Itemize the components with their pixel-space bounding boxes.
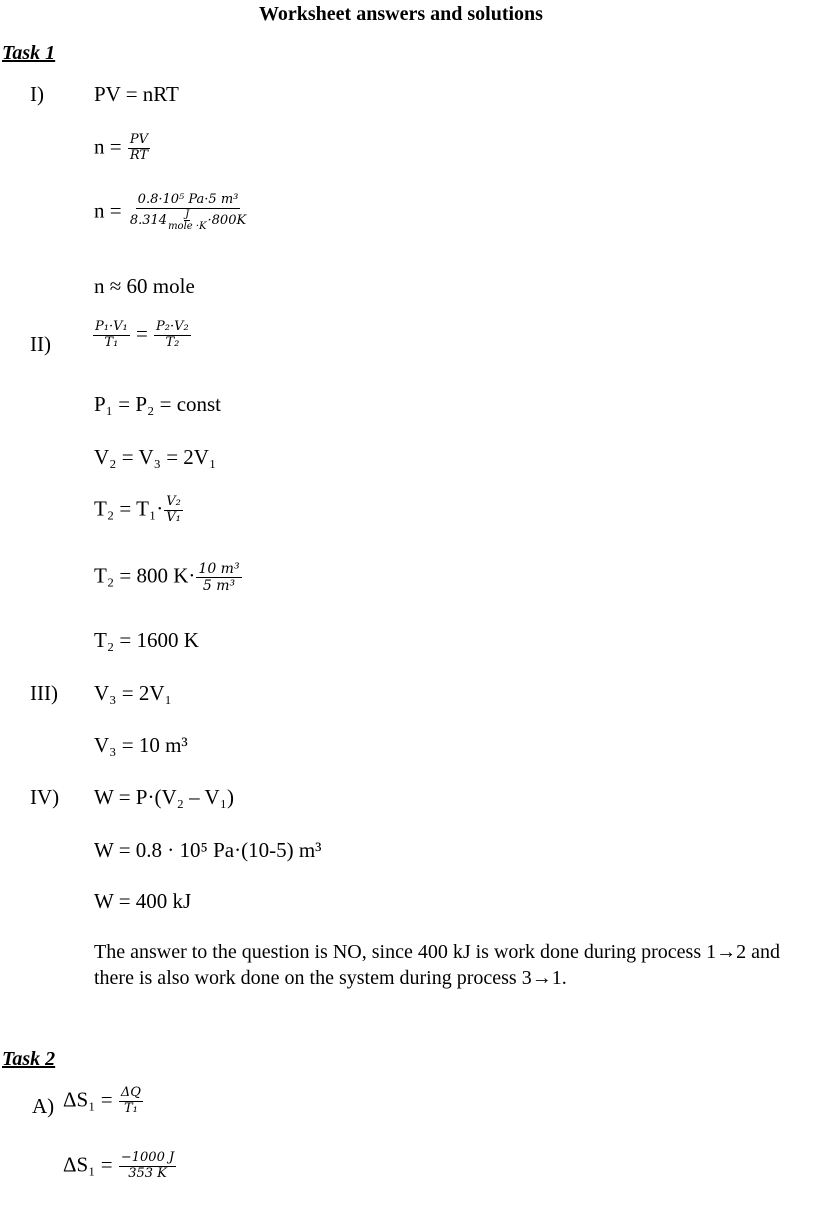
fraction-denominator: T₁ <box>104 334 119 350</box>
work-substitution: W = 0.8 · 10⁵ Pa·(10-5) m³ <box>94 838 322 862</box>
n-formula <box>94 133 151 164</box>
entropy-substitution <box>63 1151 177 1182</box>
page-title: Worksheet answers and solutions <box>259 3 543 25</box>
part1-label: I) <box>30 82 44 106</box>
denominator-temperature: ·800K <box>207 212 247 228</box>
n-substitution <box>94 193 249 232</box>
t2-formula <box>94 495 184 526</box>
fraction-numerator: P₂·V₂ <box>156 319 189 334</box>
n-result: n ≈ 60 mole <box>94 274 195 298</box>
t2-substitution <box>94 561 243 594</box>
t2-formula-lhs: T₂ = T₁· <box>94 496 164 521</box>
task1-answer-paragraph: The answer to the question is NO, since 400 kJ is work done during process 1→2 and there is also work done on the system during process 3→1. <box>94 941 780 989</box>
fraction-numerator: ΔQ <box>120 1085 141 1100</box>
entropy-formula-fraction <box>119 1086 143 1117</box>
t2-result: T₂ = 1600 K <box>94 628 199 652</box>
fraction-denominator <box>128 209 248 232</box>
fraction-numerator: PV <box>129 132 149 147</box>
n-formula-fraction <box>128 133 150 164</box>
unit-denominator: mole ·K <box>168 220 207 232</box>
n-formula-lhs: n = <box>94 134 122 159</box>
n-substitution-fraction <box>128 193 248 232</box>
pressure-constant: P₁ = P₂ = const <box>94 392 222 416</box>
part3-label: III) <box>30 681 58 705</box>
unit-fraction <box>167 209 207 232</box>
entropy-substitution-lhs: ΔS₁ = <box>63 1152 113 1177</box>
volume-relation: V₂ = V₃ = 2V₁ <box>94 445 217 469</box>
entropy-substitution-fraction <box>119 1151 176 1182</box>
fraction-numerator: P₁·V₁ <box>95 319 128 334</box>
fraction-numerator: V₂ <box>166 494 181 509</box>
task1-heading: Task 1 <box>2 42 56 64</box>
work-formula: W = P·(V₂ – V₁) <box>94 785 235 809</box>
task2-heading: Task 2 <box>2 1048 56 1070</box>
work-result: W = 400 kJ <box>94 889 192 913</box>
left-fraction <box>93 320 130 351</box>
v3-result: V₃ = 10 m³ <box>94 733 188 757</box>
entropy-formula-lhs: ΔS₁ = <box>63 1087 113 1112</box>
fraction-denominator: V₁ <box>166 509 181 525</box>
entropy-formula <box>63 1086 144 1117</box>
t2-substitution-fraction <box>196 561 241 594</box>
fraction-denominator: 5 m³ <box>202 578 236 595</box>
t2-formula-fraction <box>164 495 183 526</box>
fraction-denominator: T₂ <box>165 334 180 350</box>
fraction-denominator: 353 K <box>128 1165 167 1181</box>
partA-label: A) <box>32 1094 55 1118</box>
fraction-denominator: RT <box>129 147 149 163</box>
denominator-constant: 8.314 <box>129 212 168 228</box>
fraction-denominator: T₁ <box>123 1100 138 1116</box>
right-fraction <box>154 320 191 351</box>
fraction-numerator: 0.8·10⁵ Pa·5 m³ <box>137 192 239 207</box>
t2-substitution-lhs: T₂ = 800 K· <box>94 563 196 588</box>
part2-label: II) <box>30 332 51 356</box>
unit-numerator: J <box>185 208 190 220</box>
part4-label: IV) <box>30 785 60 809</box>
combined-gas-law <box>92 320 192 351</box>
equals-sign: = <box>135 321 148 346</box>
ideal-gas-law: PV = nRT <box>94 82 179 106</box>
fraction-numerator: −1000 J <box>120 1150 175 1165</box>
fraction-numerator: 10 m³ <box>198 561 240 577</box>
v3-formula: V₃ = 2V₁ <box>94 681 172 705</box>
n-substitution-lhs: n = <box>94 198 122 223</box>
